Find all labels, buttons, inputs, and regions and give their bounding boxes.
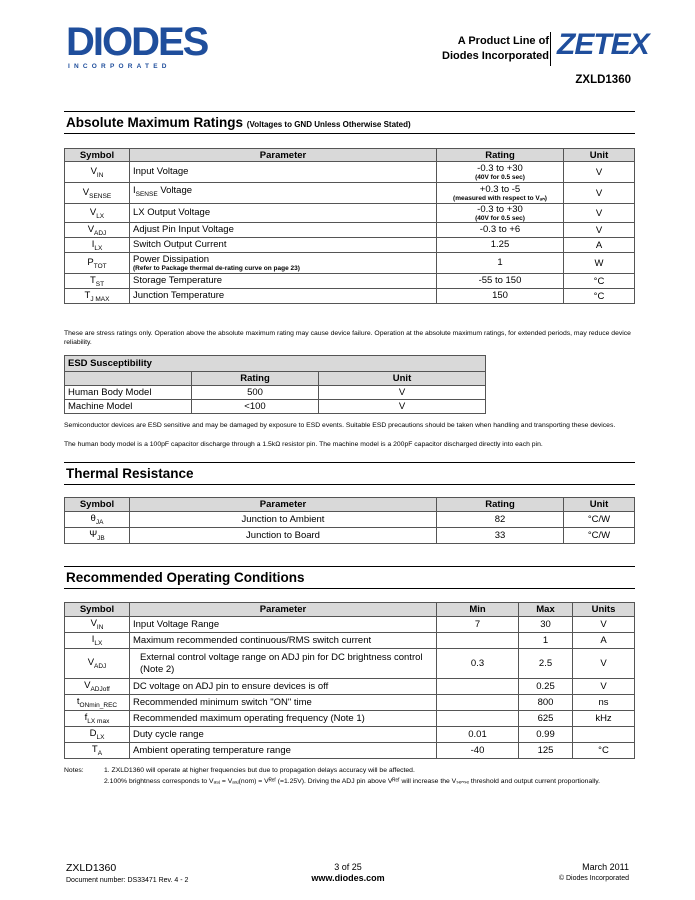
- symbol: t: [76, 696, 80, 708]
- symbol-subscript: JB: [97, 534, 105, 542]
- unit-cell: kHz: [573, 711, 635, 727]
- model-label: Machine Model: [65, 400, 192, 414]
- rating-note: (40V for 0.5 sec): [475, 173, 525, 181]
- col-header: Max: [519, 603, 573, 617]
- min-cell: 7: [437, 617, 519, 633]
- rating-cell: [437, 253, 564, 274]
- symbol-subscript: JA: [95, 518, 104, 526]
- symbol: V: [87, 657, 95, 669]
- symbol-cell: [65, 649, 130, 679]
- rating-note: (measured with respect to Vₐₙ): [453, 194, 547, 202]
- symbol-cell: [65, 183, 130, 204]
- symbol-subscript: J MAX: [90, 295, 110, 303]
- unit-cell: °C/W: [564, 512, 635, 528]
- parameter-cell: Recommended maximum operating frequency (Note 1): [130, 711, 437, 727]
- symbol-subscript: ADJ: [94, 662, 107, 670]
- rating-value: -0.3 to +30: [477, 203, 523, 215]
- min-cell: -40: [437, 743, 519, 759]
- parameter-text: Junction Temperature: [133, 290, 225, 301]
- unit-cell: [573, 727, 635, 743]
- unit-cell: °C: [573, 743, 635, 759]
- unit-cell: V: [573, 679, 635, 695]
- parameter-cell: [130, 223, 437, 238]
- symbol: Ψ: [89, 529, 98, 541]
- unit-cell: V: [564, 183, 635, 204]
- parameter-text: LX Output Voltage: [133, 207, 211, 218]
- symbol-subscript: LX: [94, 639, 103, 647]
- footer-doc: Document number: DS33471 Rev. 4 - 2: [66, 877, 189, 884]
- amr-title: Absolute Maximum Ratings: [66, 115, 244, 130]
- max-cell: 0.25: [519, 679, 573, 695]
- product-line-2: Diodes Incorporated: [442, 50, 549, 62]
- rating-cell: [437, 289, 564, 304]
- parameter-cell: [130, 162, 437, 183]
- table-row: [65, 238, 635, 253]
- max-cell: 2.5: [519, 649, 573, 679]
- parameter-text: I: [133, 185, 136, 197]
- amr-table: [64, 148, 635, 304]
- parameter-cell: External control voltage range on ADJ pin for DC brightness control (Note 2): [130, 649, 437, 679]
- symbol-cell: [65, 223, 130, 238]
- table-row: [65, 162, 635, 183]
- symbol-cell: [65, 633, 130, 649]
- min-cell: [437, 633, 519, 649]
- unit-cell: ns: [573, 695, 635, 711]
- symbol-cell: [65, 695, 130, 711]
- symbol-subscript: ST: [95, 280, 105, 288]
- notes-label: Notes:: [64, 767, 84, 774]
- table-row: [65, 274, 635, 289]
- max-cell: 800: [519, 695, 573, 711]
- symbol-subscript: LX: [94, 244, 103, 252]
- parameter-cell: Maximum recommended continuous/RMS switch current: [130, 633, 437, 649]
- symbol-subscript: LX: [96, 733, 105, 741]
- rating-cell: 33: [437, 528, 564, 544]
- section-rule: [64, 111, 635, 112]
- col-header: Units: [573, 603, 635, 617]
- symbol: V: [87, 223, 95, 235]
- rating-cell: 82: [437, 512, 564, 528]
- table-row: [65, 253, 635, 274]
- parameter-text: Power Dissipation: [133, 253, 210, 265]
- section-rule: [64, 566, 635, 567]
- unit-cell: V: [319, 386, 486, 400]
- table-row: [65, 711, 635, 727]
- zetex-logo: ZETEX: [557, 28, 649, 61]
- rating-cell: [437, 162, 564, 183]
- max-cell: 625: [519, 711, 573, 727]
- parameter-text: Adjust Pin Input Voltage: [133, 224, 234, 235]
- esd-title: ESD Susceptibility: [65, 356, 486, 372]
- symbol-subscript: ADJoff: [90, 685, 110, 693]
- symbol-cell: [65, 274, 130, 289]
- table-row: [65, 400, 486, 414]
- unit-cell: V: [573, 649, 635, 679]
- col-header: Symbol: [65, 498, 130, 512]
- col-header: Parameter: [130, 498, 437, 512]
- rating-cell: <100: [192, 400, 319, 414]
- col-header: Rating: [437, 149, 564, 162]
- parameter-cell: Input Voltage Range: [130, 617, 437, 633]
- table-row: [65, 679, 635, 695]
- symbol-subscript: ONmin_REC: [79, 701, 118, 709]
- product-line: [442, 34, 549, 64]
- rating-value: -0.3 to +6: [479, 224, 521, 235]
- rating-value: -0.3 to +30: [477, 162, 523, 174]
- thermal-table: [64, 497, 635, 544]
- rating-value: +0.3 to -5: [479, 183, 521, 195]
- rating-cell: 500: [192, 386, 319, 400]
- symbol-cell: [65, 727, 130, 743]
- model-label: Human Body Model: [65, 386, 192, 400]
- min-cell: 0.01: [437, 727, 519, 743]
- unit-cell: °C/W: [564, 528, 635, 544]
- symbol-subscript: SENSE: [89, 192, 112, 200]
- section-rule: [64, 462, 635, 463]
- footer-right: [559, 862, 629, 884]
- parameter-cell: Junction to Board: [130, 528, 437, 544]
- rating-cell: [437, 183, 564, 204]
- parameter-tail: Voltage: [157, 185, 193, 197]
- footer-copyright: © Diodes Incorporated: [558, 875, 629, 882]
- symbol-cell: [65, 253, 130, 274]
- col-header: Unit: [319, 372, 486, 386]
- part-number: ZXLD1360: [575, 74, 631, 86]
- unit-cell: °C: [564, 274, 635, 289]
- table-row: [65, 617, 635, 633]
- table-row: [65, 727, 635, 743]
- min-cell: [437, 679, 519, 695]
- symbol: V: [89, 206, 97, 218]
- symbol: V: [82, 186, 90, 198]
- col-header: Unit: [564, 149, 635, 162]
- symbol: T: [91, 744, 98, 756]
- symbol-subscript: LX max: [87, 717, 110, 725]
- symbol-subscript: ADJ: [94, 229, 107, 237]
- unit-cell: V: [564, 204, 635, 223]
- unit-cell: V: [564, 223, 635, 238]
- footer-part: ZXLD1360: [66, 862, 117, 874]
- rating-cell: [437, 238, 564, 253]
- esd-note-2: The human body model is a 100pF capacitor discharge through a 1.5kΩ resistor pin. The machine model is a 200pF capacitor discharged directly into each pin.: [64, 441, 543, 448]
- symbol-cell: [65, 289, 130, 304]
- unit-cell: V: [573, 617, 635, 633]
- table-row: [65, 289, 635, 304]
- rating-cell: [437, 223, 564, 238]
- symbol-subscript: IN: [96, 623, 104, 631]
- section-rule: [64, 484, 635, 485]
- symbol: θ: [90, 513, 96, 525]
- symbol-subscript: A: [97, 749, 103, 757]
- roc-note-1: 1. ZXLD1360 will operate at higher frequencies but due to propagation delays accuracy will be affected.: [104, 767, 415, 774]
- unit-cell: A: [564, 238, 635, 253]
- symbol: D: [89, 728, 97, 740]
- diodes-logo: [66, 22, 228, 68]
- symbol-subscript: TOT: [93, 262, 107, 270]
- rating-value: 1: [497, 257, 503, 268]
- symbol-cell: [65, 512, 130, 528]
- parameter-note: (Refer to Package thermal de-rating curve on page 23): [133, 264, 300, 272]
- symbol: V: [90, 618, 97, 630]
- col-header: Symbol: [65, 603, 130, 617]
- symbol: I: [91, 634, 95, 646]
- symbol: V: [90, 165, 97, 177]
- rating-value: 150: [492, 290, 508, 301]
- thermal-heading: Thermal Resistance: [66, 466, 194, 481]
- parameter-subscript: SENSE: [135, 190, 158, 198]
- logo-text: DIODES: [66, 20, 208, 64]
- symbol-cell: [65, 711, 130, 727]
- max-cell: 30: [519, 617, 573, 633]
- table-row: [65, 223, 635, 238]
- parameter-cell: Recommended minimum switch "ON" time: [130, 695, 437, 711]
- symbol: V: [84, 680, 91, 692]
- parameter-cell: Ambient operating temperature range: [130, 743, 437, 759]
- logo-subtext: INCORPORATED: [68, 63, 171, 70]
- header-divider: [550, 32, 551, 66]
- rating-value: 1.25: [490, 239, 510, 250]
- symbol: P: [87, 256, 94, 268]
- unit-cell: °C: [564, 289, 635, 304]
- roc-heading: Recommended Operating Conditions: [66, 570, 305, 585]
- symbol-subscript: IN: [96, 171, 104, 179]
- table-row: [65, 649, 635, 679]
- symbol-cell: [65, 743, 130, 759]
- roc-table: [64, 602, 635, 759]
- symbol-cell: [65, 679, 130, 695]
- parameter-cell: [130, 289, 437, 304]
- footer-center: [300, 862, 396, 884]
- section-rule: [64, 133, 635, 134]
- unit-cell: V: [319, 400, 486, 414]
- unit-cell: W: [564, 253, 635, 274]
- parameter-text: Switch Output Current: [133, 239, 227, 250]
- unit-cell: V: [564, 162, 635, 183]
- footer-date: March 2011: [582, 862, 629, 872]
- parameter-text: Storage Temperature: [133, 275, 223, 286]
- col-header: Min: [437, 603, 519, 617]
- symbol: T: [84, 289, 91, 301]
- table-row: [65, 183, 635, 204]
- col-header: Parameter: [130, 149, 437, 162]
- max-cell: 0.99: [519, 727, 573, 743]
- col-header: Rating: [192, 372, 319, 386]
- symbol: f: [84, 712, 88, 724]
- parameter-text: Input Voltage: [133, 166, 189, 177]
- symbol: I: [91, 238, 95, 250]
- parameter-cell: [130, 204, 437, 223]
- symbol-cell: [65, 162, 130, 183]
- parameter-cell: Duty cycle range: [130, 727, 437, 743]
- parameter-cell: [130, 238, 437, 253]
- parameter-cell: [130, 274, 437, 289]
- parameter-cell: [130, 183, 437, 204]
- table-row: [65, 512, 635, 528]
- table-row: [65, 743, 635, 759]
- table-row: [65, 695, 635, 711]
- amr-heading: [66, 115, 411, 130]
- footer-url[interactable]: www.diodes.com: [311, 873, 385, 883]
- symbol-cell: [65, 528, 130, 544]
- amr-note: These are stress ratings only. Operation above the absolute maximum rating may cause device failure. Operation at the absolute maximum ratings, for extended periods, may reduce device reliability.: [64, 330, 631, 346]
- product-line-1: A Product Line of: [457, 35, 549, 47]
- page-number: 3 of 25: [334, 862, 362, 872]
- col-header: [65, 372, 192, 386]
- rating-cell: [437, 274, 564, 289]
- parameter-cell: [130, 253, 437, 274]
- esd-table: [64, 355, 486, 414]
- table-row: [65, 204, 635, 223]
- max-cell: 1: [519, 633, 573, 649]
- amr-subtitle: (Voltages to GND Unless Otherwise Stated): [246, 120, 411, 129]
- min-cell: [437, 695, 519, 711]
- min-cell: 0.3: [437, 649, 519, 679]
- col-header: Symbol: [65, 149, 130, 162]
- symbol-cell: [65, 204, 130, 223]
- rating-cell: [437, 204, 564, 223]
- table-row: [65, 386, 486, 400]
- rating-value: -55 to 150: [478, 275, 522, 286]
- parameter-cell: Junction to Ambient: [130, 512, 437, 528]
- min-cell: [437, 711, 519, 727]
- col-header: Unit: [564, 498, 635, 512]
- symbol-subscript: LX: [96, 212, 105, 220]
- parameter-cell: DC voltage on ADJ pin to ensure devices is off: [130, 679, 437, 695]
- unit-cell: A: [573, 633, 635, 649]
- col-header: Rating: [437, 498, 564, 512]
- esd-note-1: Semiconductor devices are ESD sensitive and may be damaged by exposure to ESD events. Suitable ESD precautions should be taken when handling and transporting these devices.: [64, 422, 616, 429]
- table-row: [65, 633, 635, 649]
- max-cell: 125: [519, 743, 573, 759]
- section-rule: [64, 588, 635, 589]
- table-row: [65, 528, 635, 544]
- col-header: Parameter: [130, 603, 437, 617]
- rating-note: (40V for 0.5 sec): [475, 214, 525, 222]
- symbol-cell: [65, 617, 130, 633]
- symbol: T: [89, 274, 96, 286]
- symbol-cell: [65, 238, 130, 253]
- roc-note-2: 2.100% brightness corresponds to Vₐ₉ⱼ = Vₐ₉ⱼ(nom) = Vᴿᵉᶠ (=1.25V). Driving the ADJ pin above Vᴿᵉᶠ will increase the Vₛₑₙₛₑ threshold and output current proportionally.: [104, 778, 601, 785]
